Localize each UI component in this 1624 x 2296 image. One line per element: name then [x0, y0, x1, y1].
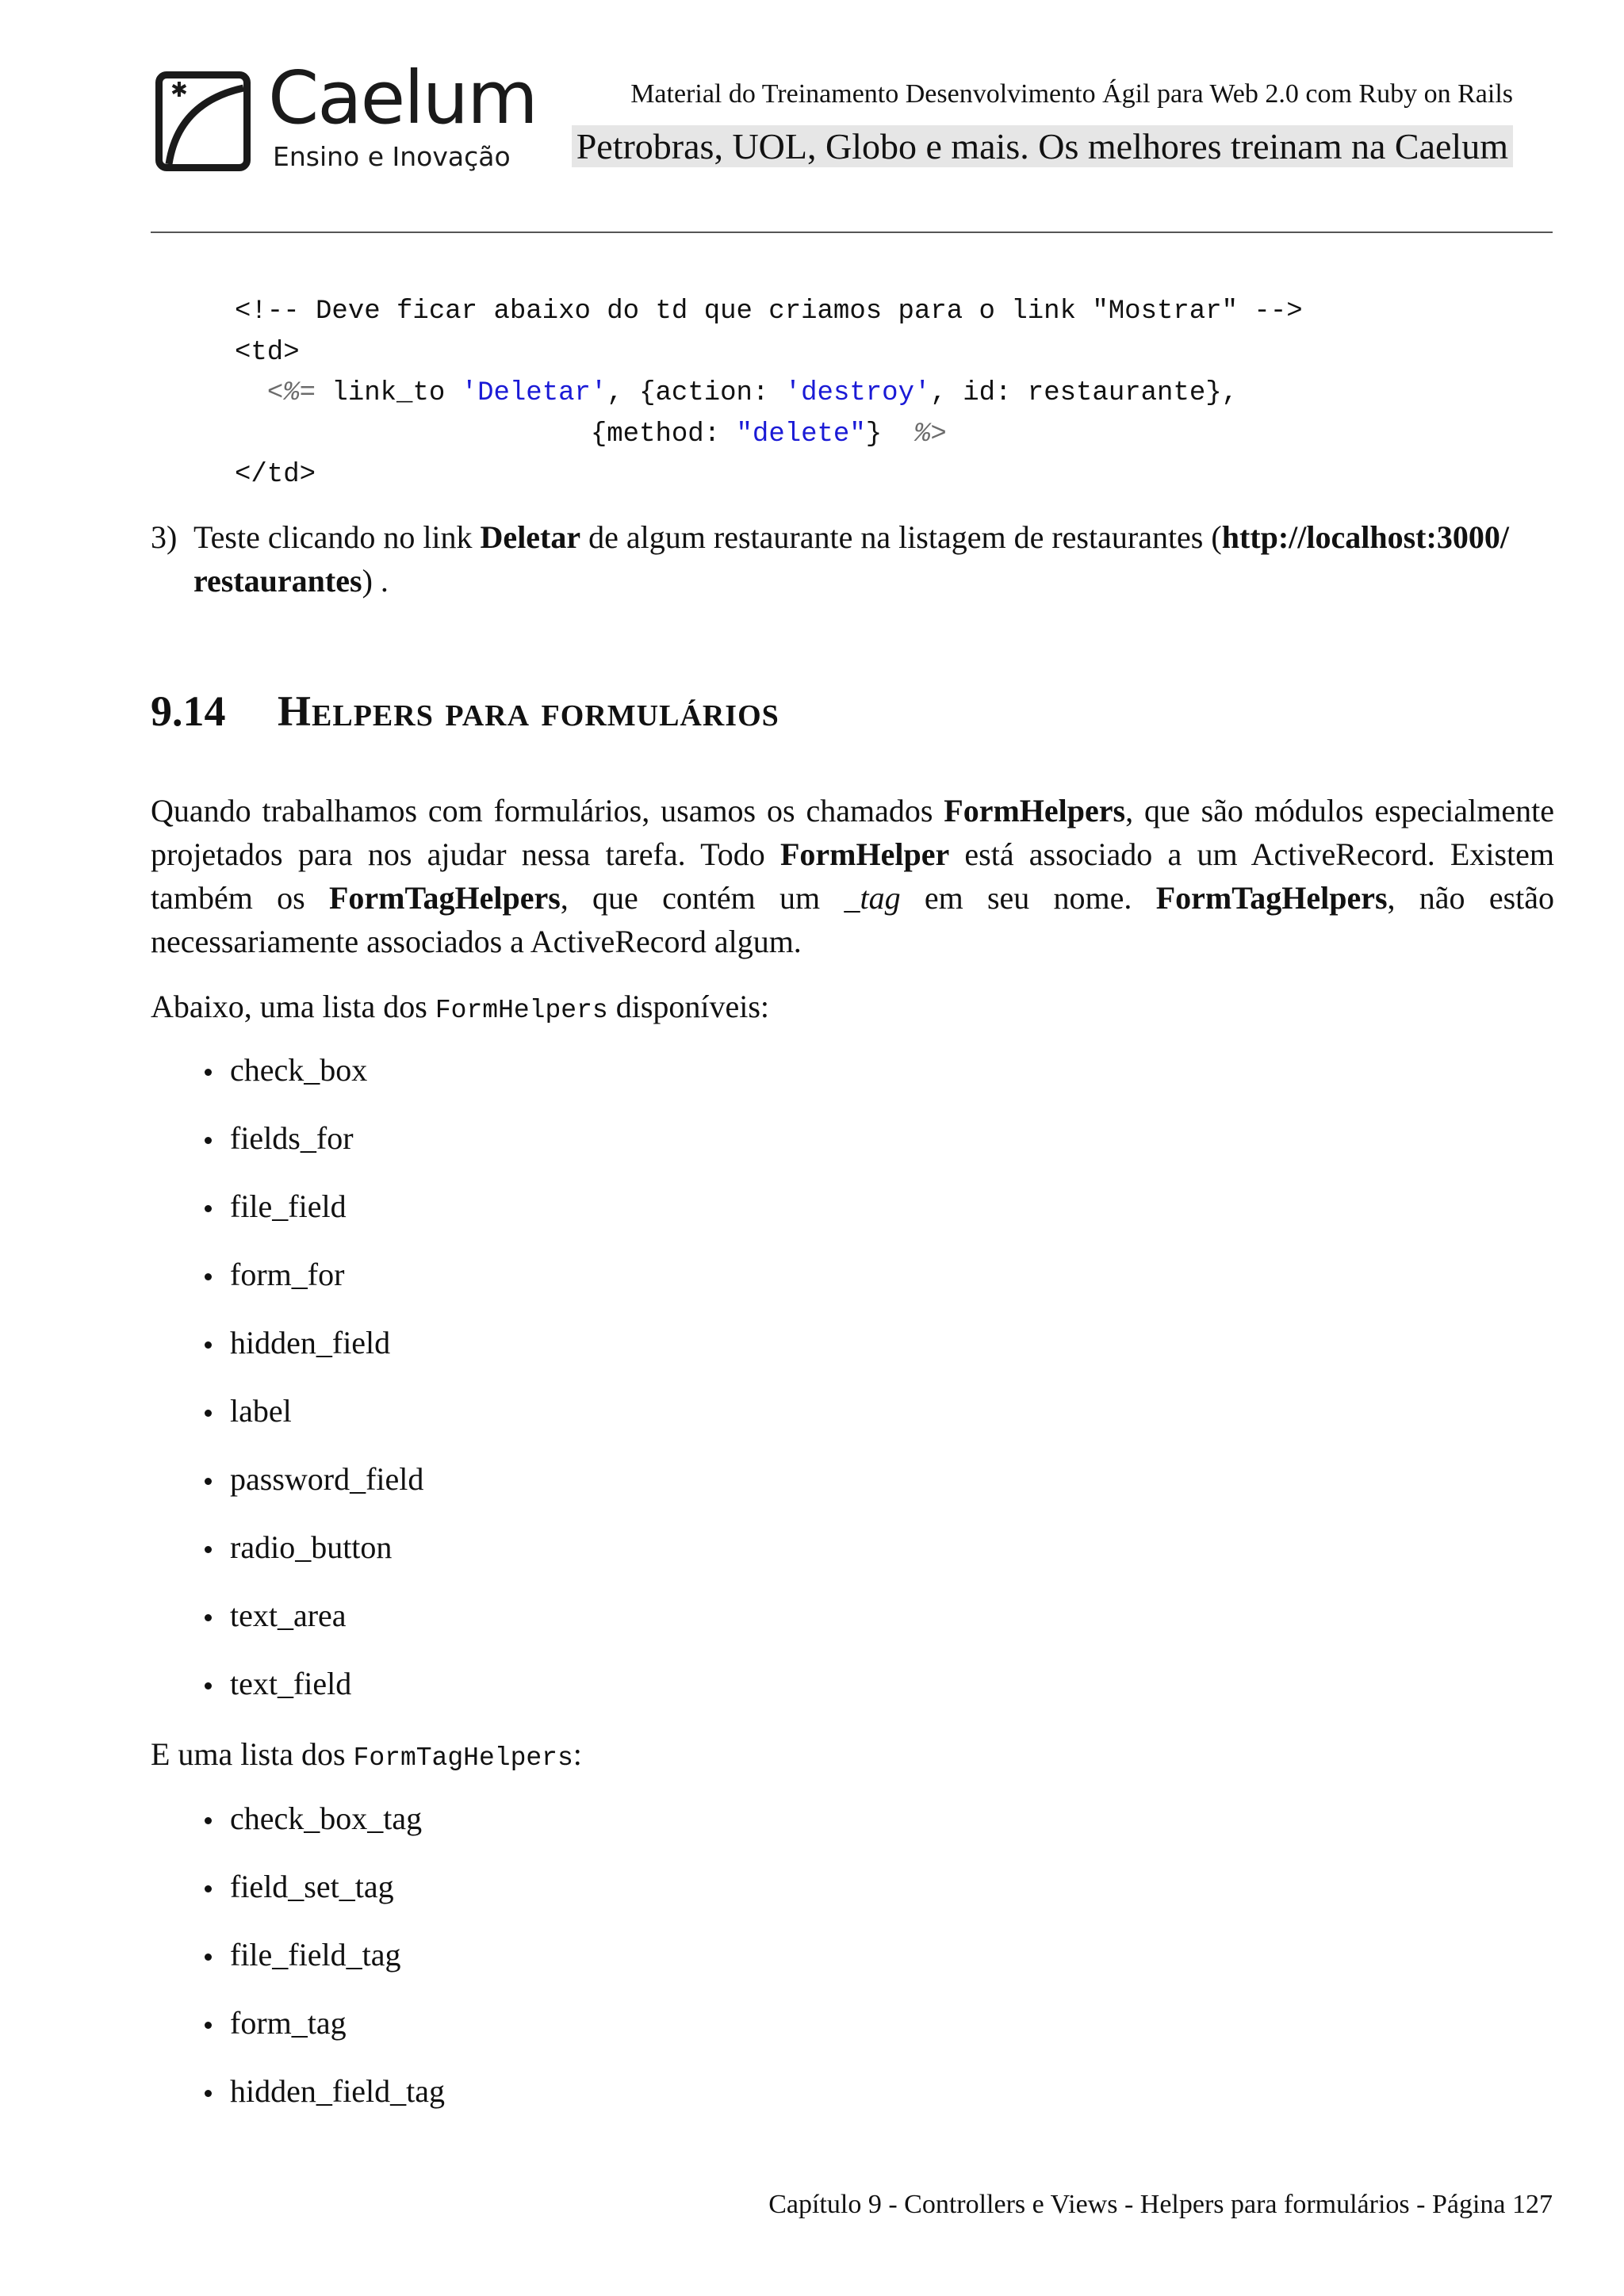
header-course-title: Material do Treinamento Desenvolvimento Ágil para Web 2.0 com Ruby on Rails — [630, 79, 1513, 109]
list-item: form_tag — [230, 2004, 445, 2072]
bold-text: FormHelpers — [944, 793, 1126, 828]
code-token: link_to — [316, 378, 462, 408]
text-run: Quando trabalhamos com formulários, usamos os chamados — [151, 793, 944, 828]
text-run: de algum restaurante na listagem de restaurantes ( — [580, 519, 1222, 555]
section-heading — [151, 687, 779, 736]
bold-text: FormHelper — [779, 836, 950, 872]
url-text: http://localhost:3000/ restaurantes — [193, 519, 1509, 599]
inline-code: FormTagHelpers — [353, 1743, 573, 1773]
logo-curve-icon — [163, 78, 243, 164]
list-item: hidden_field — [230, 1324, 423, 1392]
list-item: file_field_tag — [230, 1936, 445, 2004]
list-item: hidden_field_tag — [230, 2072, 445, 2141]
erb-open-tag: <%= — [266, 378, 316, 408]
section-number: 9.14 — [151, 687, 226, 735]
section-title: Helpers para formulários — [278, 687, 779, 735]
form-tag-helpers-intro — [151, 1732, 1554, 1780]
logo-tagline: Ensino e Inovação — [273, 141, 511, 172]
bold-text: FormTagHelpers — [328, 880, 561, 916]
code-block — [235, 292, 1303, 496]
text-run: , não estão necessariamente associados a ActiveRecord algum. — [151, 880, 1555, 959]
list-item: check_box — [230, 1051, 423, 1119]
list-item: file_field — [230, 1188, 423, 1256]
code-token: , id: restaurante}, — [930, 378, 1239, 408]
step-3 — [151, 515, 1554, 603]
text-run: ) . — [362, 563, 389, 599]
text-run: : — [573, 1736, 582, 1772]
text-run: em seu nome. — [900, 880, 1156, 916]
logo-mark-icon — [155, 71, 251, 171]
inline-code: FormHelpers — [435, 996, 608, 1025]
page-footer: Capítulo 9 - Controllers e Views - Helpers para formulários - Página 127 — [768, 2190, 1553, 2219]
header-divider — [151, 232, 1553, 233]
list-item: fields_for — [230, 1119, 423, 1188]
list-item: field_set_tag — [230, 1868, 445, 1936]
code-token: {method: — [590, 419, 737, 450]
text-run: , que contém um — [560, 880, 845, 916]
text-run: disponíveis: — [607, 989, 770, 1024]
step-text — [151, 515, 1554, 603]
star-icon: ✱ — [170, 78, 188, 102]
intro-paragraph — [151, 789, 1554, 963]
bold-text: FormTagHelpers — [1155, 880, 1388, 916]
list-item: text_field — [230, 1665, 423, 1733]
bold-text: Deletar — [480, 519, 581, 555]
text-run: E uma lista dos — [151, 1736, 354, 1772]
list-item: text_area — [230, 1597, 423, 1665]
list-item: check_box_tag — [230, 1800, 445, 1868]
code-string: 'destroy' — [784, 378, 931, 408]
text-run: , que são módulos especialmente projetados para nos ajudar nessa tarefa. Todo — [151, 793, 1554, 872]
step-number: 3) — [151, 519, 178, 555]
list-item: password_field — [230, 1460, 423, 1529]
text-run: está associado a um ActiveRecord. Existem também os — [151, 836, 1554, 916]
form-helpers-list — [230, 1051, 423, 1733]
header-slogan: Petrobras, UOL, Globo e mais. Os melhores treinam na Caelum — [572, 125, 1513, 167]
text-run: Teste clicando no link — [193, 519, 481, 555]
list-item: form_for — [230, 1256, 423, 1324]
text-run: Abaixo, uma lista dos — [151, 989, 435, 1024]
code-line: </td> — [235, 460, 316, 490]
italic-text: _tag — [844, 880, 901, 916]
erb-close-tag: %> — [914, 419, 947, 450]
list-item: label — [230, 1392, 423, 1460]
code-string: "delete" — [736, 419, 866, 450]
list-item: radio_button — [230, 1529, 423, 1597]
code-token: } — [865, 419, 914, 450]
code-token: , {action: — [607, 378, 785, 408]
form-helpers-intro — [151, 985, 1554, 1032]
caelum-logo — [155, 55, 537, 179]
code-line: <!-- Deve ficar abaixo do td que criamos para o link "Mostrar" --> — [235, 297, 1303, 327]
logo-wordmark: Caelum — [268, 55, 537, 140]
code-string: 'Deletar' — [461, 378, 607, 408]
code-line: <td> — [235, 337, 300, 368]
form-tag-helpers-list — [230, 1800, 445, 2141]
